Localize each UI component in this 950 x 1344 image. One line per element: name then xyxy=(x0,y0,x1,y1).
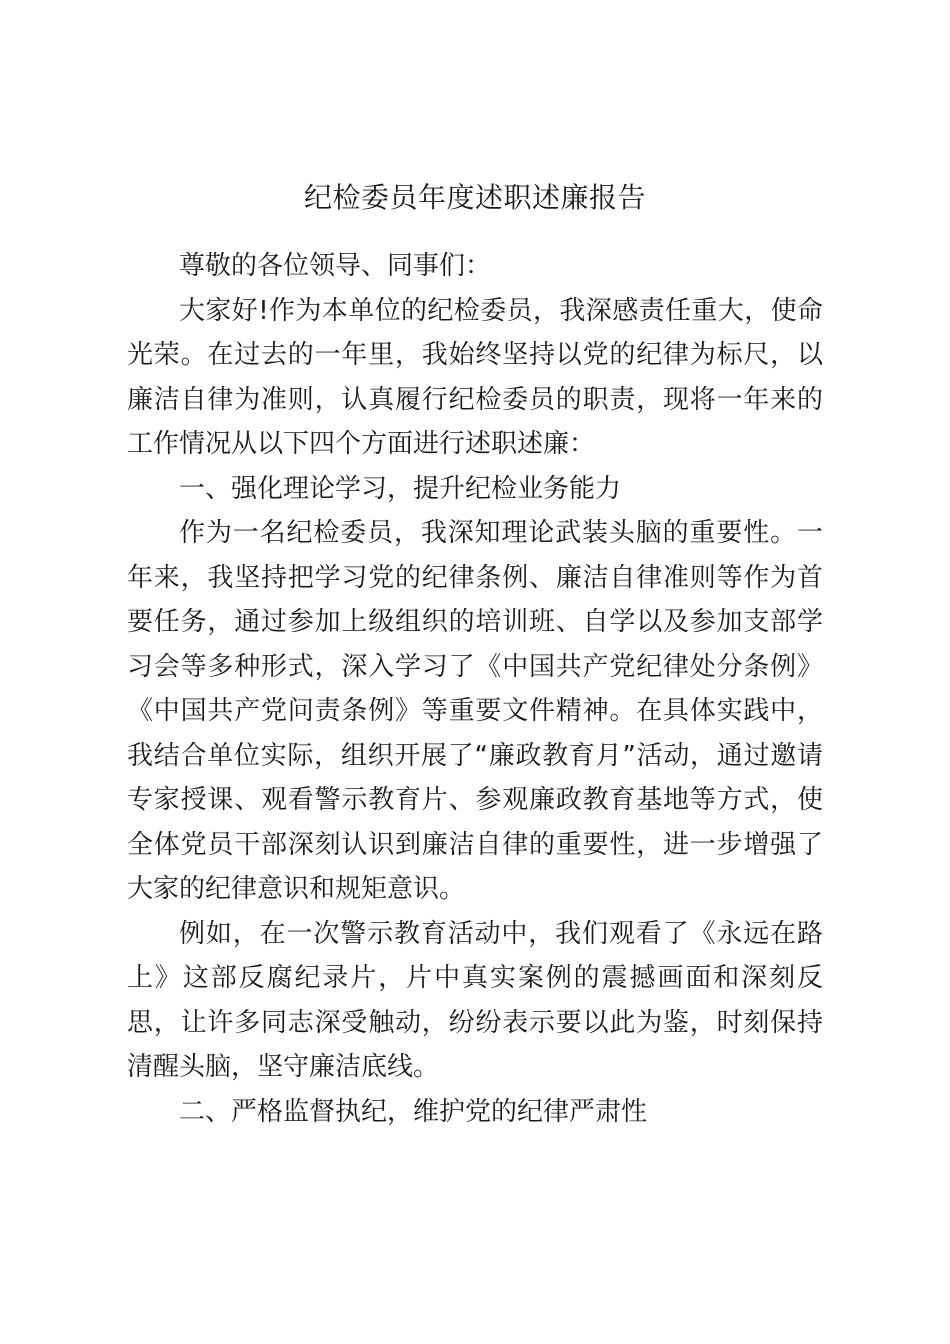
greeting-paragraph: 尊敬的各位领导、同事们： xyxy=(179,251,492,281)
section-1-paragraph-1: 作为一名纪检委员，我深知理论武装头脑的重要性。一年来，我坚持把学习党的纪律条例、廉洁自律准则等作为首要任务，通过参加上级组织的培训班、自学以及参加支部学习会等多种形式，深入学习了《中国共产党纪律处分条例》《中国共产党问责条例》等重要文件精神。在具体实践中，我结合单位实际，组织开展了“廉政教育月”活动，通过邀请专家授课、观看警示教育片、参观廉政教育基地等方式，使全体党员干部深刻认识到廉洁自律的重要性，进一步增强了大家的纪律意识和规矩意识。 xyxy=(127,518,823,904)
section-heading-1: 一、强化理论学习，提升纪检业务能力 xyxy=(179,473,622,504)
section-1-paragraph-2: 例如，在一次警示教育活动中，我们观看了《永远在路上》这部反腐纪录片，片中真实案例的震撼画面和深刻反思，让许多同志深受触动，纷纷表示要以此为鉴，时刻保持清醒头脑，坚守廉洁底线。 xyxy=(127,918,823,1082)
intro-paragraph: 大家好!作为本单位的纪检委员，我深感责任重大，使命光荣。在过去的一年里，我始终坚持以党的纪律为标尺，以廉洁自律为准则，认真履行纪检委员的职责，现将一年来的工作情况从以下四个方面进行述职述廉： xyxy=(127,295,823,459)
document-body xyxy=(127,244,823,1134)
section-heading-2: 二、严格监督执纪，维护党的纪律严肃性 xyxy=(179,1096,648,1127)
document-title: 纪检委员年度述职述廉报告 xyxy=(303,181,646,214)
